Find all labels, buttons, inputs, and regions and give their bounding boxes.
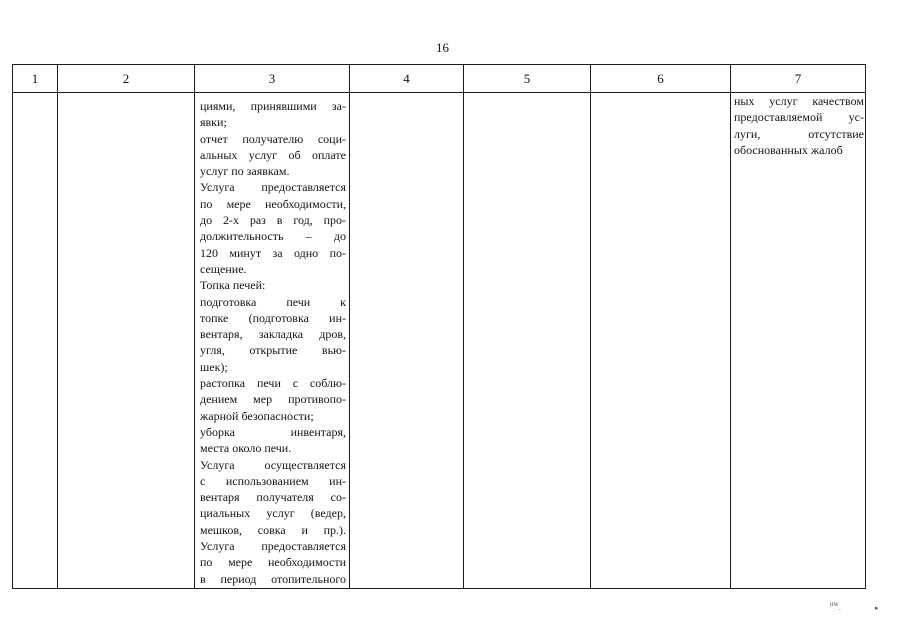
text-line: шек);	[200, 359, 228, 374]
text-line: услуг по заявкам.	[200, 164, 290, 179]
column-header-7: 7	[794, 71, 802, 86]
text-line: должительность – до	[200, 229, 346, 244]
column-header-4: 4	[403, 71, 410, 86]
text-line: Услуга осуществляется	[200, 457, 346, 472]
text-line: Услуга предоставляется	[200, 539, 346, 554]
text-line: с использованием ин-	[200, 473, 346, 488]
text-line: мешков, совка и пр.).	[200, 522, 346, 537]
text-line: растопка печи с соблю-	[200, 376, 346, 391]
text-line: угля, открытие вью-	[200, 343, 346, 358]
text-line: вентаря, закладка дров,	[200, 327, 346, 342]
service-description-cell	[200, 98, 346, 587]
column-header-5: 5	[523, 71, 531, 86]
column-header-1: 1	[31, 71, 39, 86]
text-line: вентаря получателя со-	[200, 490, 346, 505]
column-divider	[194, 65, 195, 588]
text-line: обоснованных жалоб	[734, 142, 843, 157]
text-line: ных услуг качеством	[734, 94, 864, 108]
scan-mark: ɑw	[830, 600, 839, 608]
column-divider	[730, 65, 731, 588]
column-divider	[590, 65, 591, 588]
column-divider	[349, 65, 350, 588]
quality-criteria-cell	[734, 93, 864, 158]
text-line: Услуга предоставляется	[200, 180, 346, 195]
text-line: циями, принявшими за-	[200, 99, 346, 113]
text-line: жарной безопасности;	[200, 408, 314, 423]
text-line: луги, отсутствие	[734, 126, 864, 141]
text-line: сещение.	[200, 261, 247, 276]
text-line: в период отопительного	[200, 571, 346, 586]
text-line: места около печи.	[200, 441, 292, 456]
services-table	[12, 64, 866, 589]
text-line: предоставляемой ус-	[734, 110, 864, 125]
text-line: по мере необходимости,	[200, 196, 346, 211]
text-line: до 2-х раз в год, про-	[200, 213, 346, 228]
text-line: альных услуг об оплате	[200, 147, 346, 162]
page-number: 16	[436, 40, 449, 55]
text-line: Топка печей:	[200, 278, 266, 293]
text-line: отчет получателю соци-	[200, 131, 346, 146]
column-divider	[463, 65, 464, 588]
text-line: уборка инвентаря,	[200, 424, 346, 439]
scan-mark: .	[839, 604, 841, 612]
column-header-3: 3	[268, 71, 276, 86]
column-header-2: 2	[122, 71, 130, 86]
text-line: дением мер противопо-	[200, 392, 346, 407]
text-line: циальных услуг (ведер,	[200, 506, 346, 521]
column-divider	[57, 65, 58, 588]
text-line: топке (подготовка ин-	[200, 310, 346, 325]
column-header-6: 6	[657, 71, 664, 86]
scan-mark: ▸	[875, 604, 879, 612]
text-line: подготовка печи к	[200, 294, 346, 309]
text-line: 120 минут за одно по-	[200, 245, 346, 260]
text-line: явки;	[200, 115, 227, 130]
text-line: по мере необходимости	[200, 555, 346, 570]
